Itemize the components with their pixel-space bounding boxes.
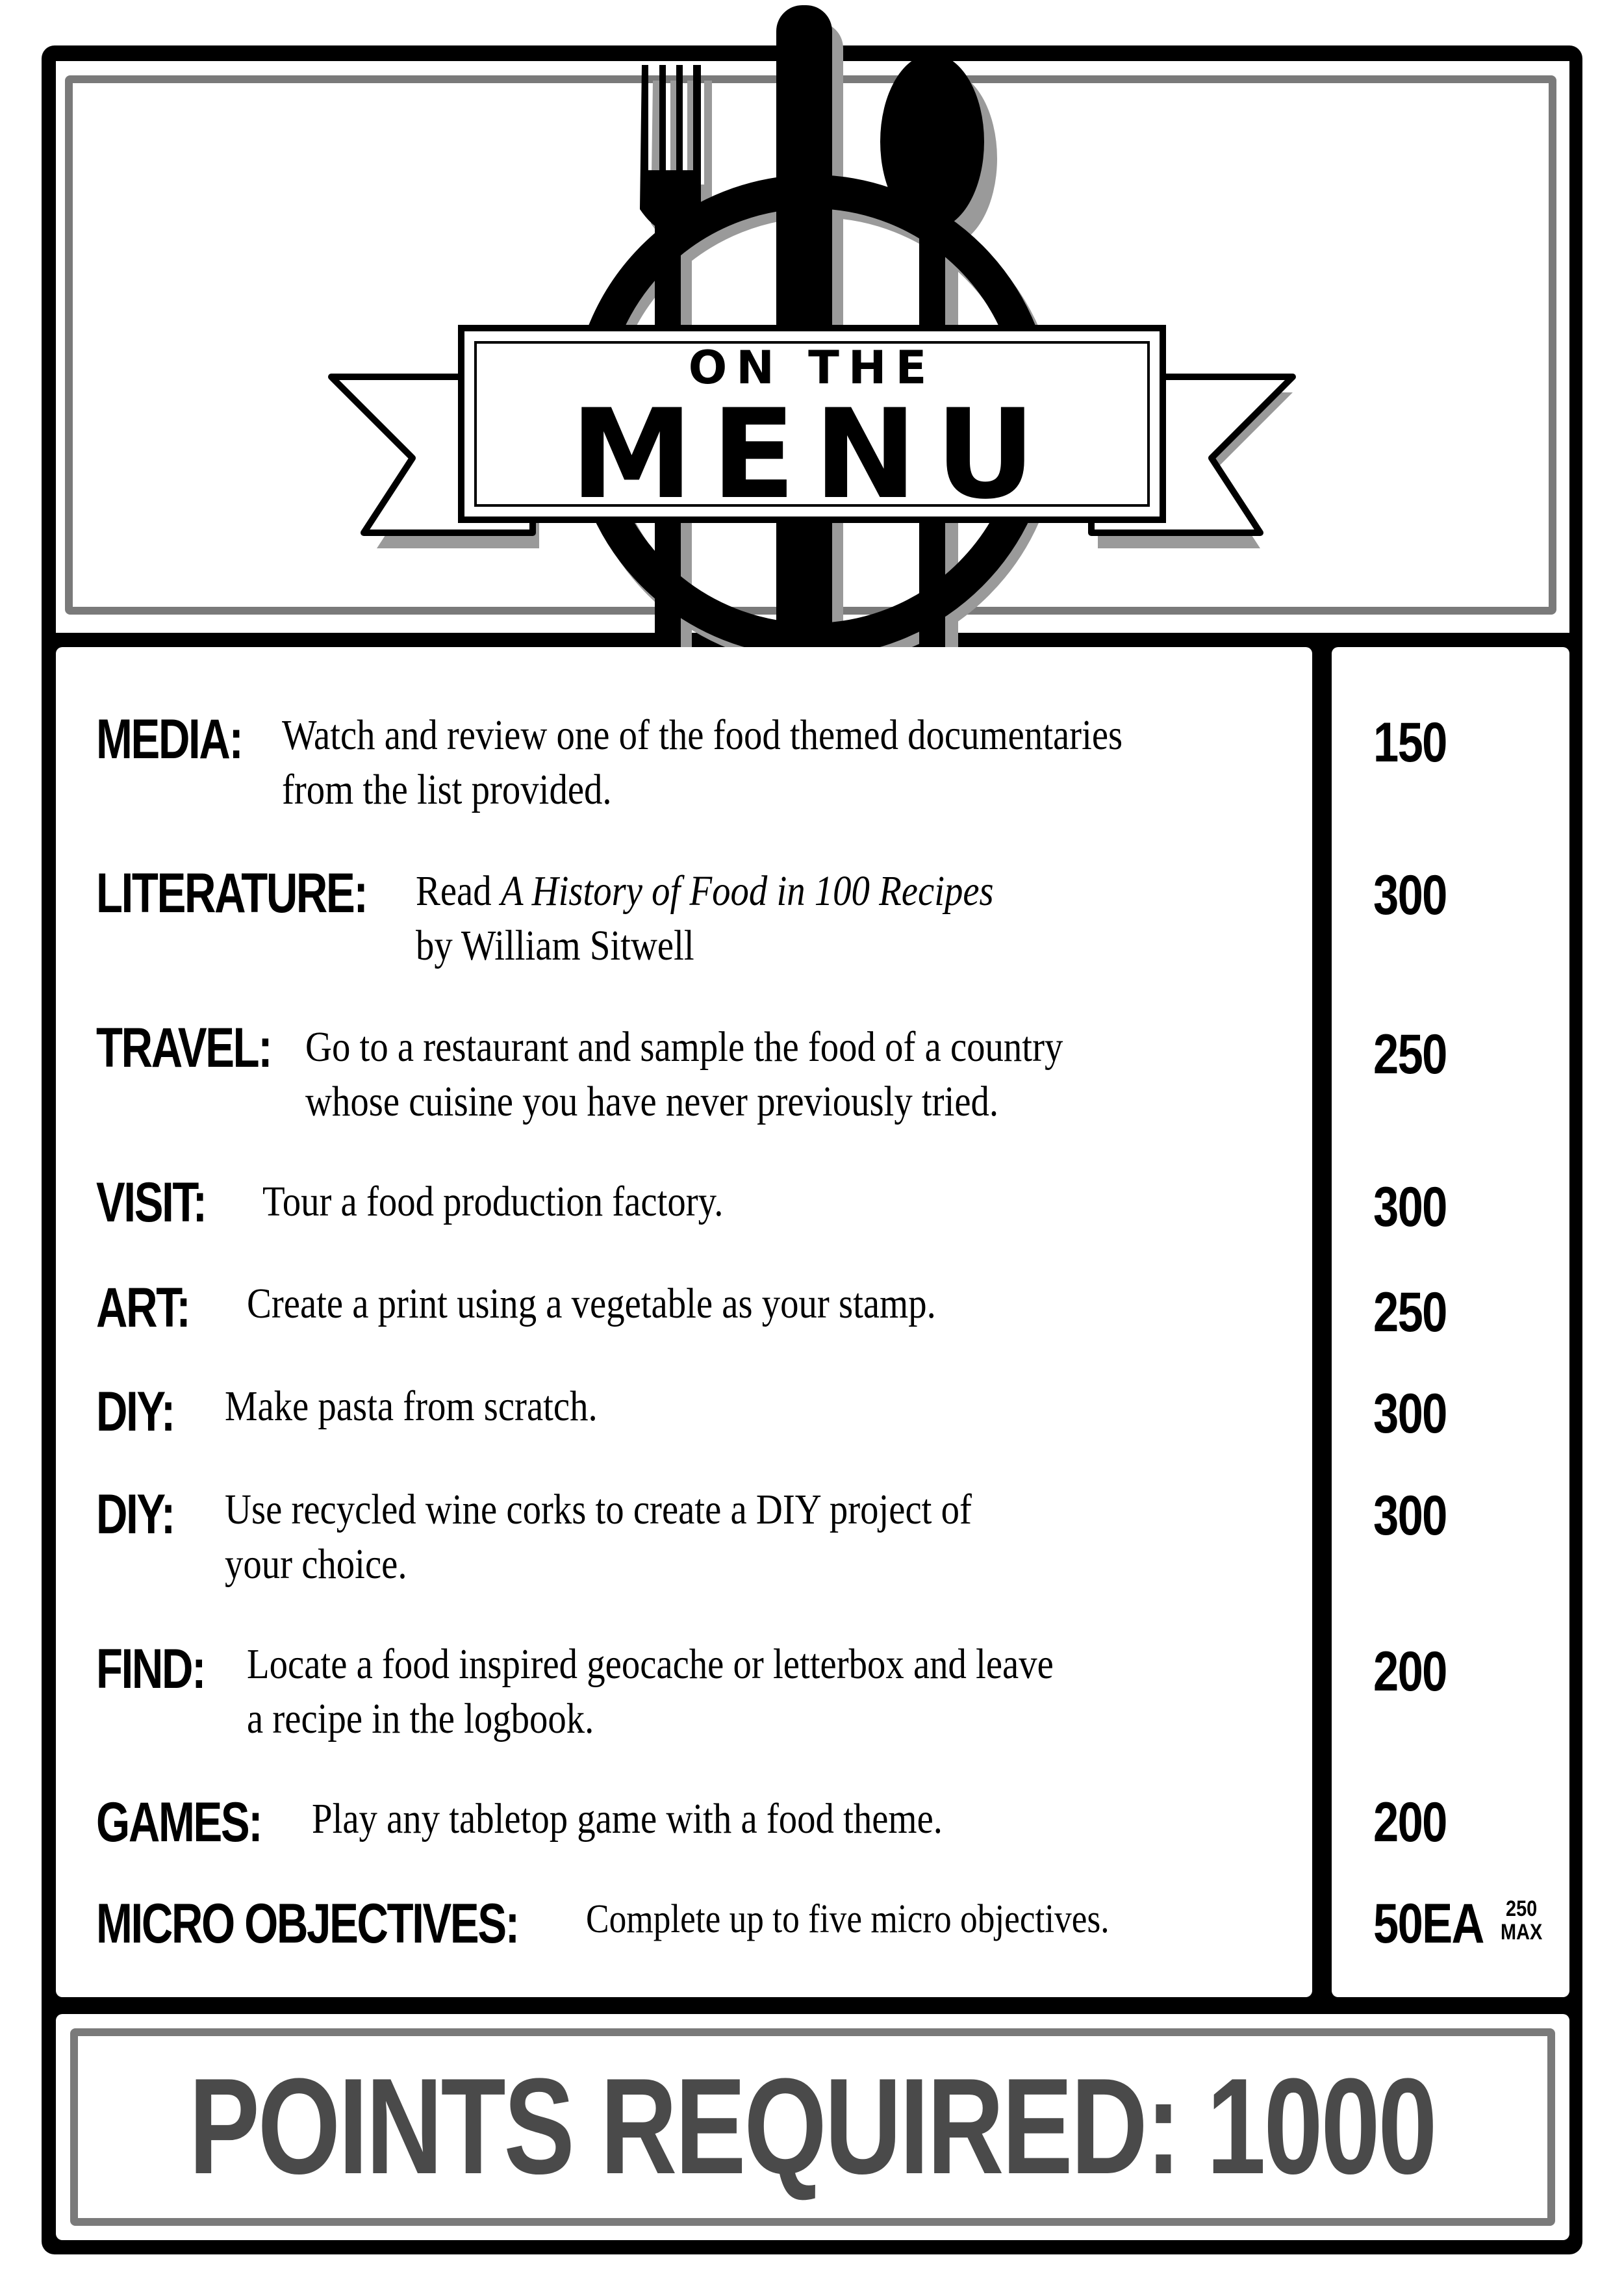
row-description [247, 1277, 936, 1331]
row-category: FIND: [96, 1638, 205, 1700]
row-description [262, 1175, 724, 1229]
row-points: 50EA [1373, 1893, 1484, 1955]
description-line: your choice. [225, 1540, 407, 1588]
row-points: 250 [1373, 1023, 1447, 1086]
row-points: 200 [1373, 1791, 1447, 1854]
description-line: Complete up to five micro objectives. [586, 1897, 1110, 1941]
row-category: MEDIA: [96, 708, 242, 771]
description-line: Create a print using a vegetable as your stamp. [247, 1280, 936, 1327]
points-max-badge [1501, 1897, 1542, 1944]
row-category: VISIT: [96, 1171, 206, 1234]
description-line: whose cuisine you have never previously tried. [305, 1078, 999, 1125]
description-line: Read [416, 867, 501, 915]
points-required-label: POINTS REQUIRED: 1000 [188, 2050, 1436, 2202]
description-line: from the list provided. [282, 766, 612, 813]
banner-large-text: MENU [570, 383, 1054, 526]
menu-logo [286, 0, 1338, 695]
row-description [586, 1892, 1110, 1946]
description-line: Locate a food inspired geocache or letterbox and leave [247, 1640, 1054, 1688]
points-max-value: 250 [1505, 1896, 1538, 1921]
row-category: TRAVEL: [96, 1017, 272, 1079]
banner-small-text: ON THE [688, 341, 936, 394]
row-points: 300 [1373, 1485, 1447, 1547]
row-description [416, 864, 994, 973]
description-line: Make pasta from scratch. [225, 1383, 598, 1430]
row-points: 300 [1373, 864, 1447, 926]
description-line: Watch and review one of the food themed documentaries [282, 711, 1123, 759]
row-category: LITERATURE: [96, 862, 367, 925]
description-line: Tour a food production factory. [262, 1178, 724, 1225]
row-category: DIY: [96, 1381, 174, 1443]
points-panel [1332, 647, 1569, 1997]
row-points: 200 [1373, 1640, 1447, 1703]
row-category: ART: [96, 1277, 190, 1339]
description-line: Use recycled wine corks to create a DIY project of [225, 1486, 972, 1533]
row-category: DIY: [96, 1483, 174, 1546]
points-required-text [0, 2050, 1624, 2202]
row-category: GAMES: [96, 1791, 262, 1854]
description-line: Play any tabletop game with a food theme. [312, 1795, 943, 1843]
row-points: 300 [1373, 1176, 1447, 1238]
row-description [312, 1792, 943, 1846]
description-line: by William Sitwell [416, 922, 694, 969]
row-category: MICRO OBJECTIVES: [96, 1893, 518, 1955]
row-description [225, 1483, 972, 1592]
row-description [225, 1379, 598, 1434]
row-points: 250 [1373, 1281, 1447, 1344]
points-max-label: MAX [1501, 1920, 1543, 1945]
row-points: 300 [1373, 1383, 1447, 1445]
row-description [305, 1020, 1063, 1129]
description-line: Go to a restaurant and sample the food of a country [305, 1023, 1063, 1071]
row-description [282, 708, 1123, 817]
description-line: a recipe in the logbook. [247, 1695, 594, 1742]
row-description [247, 1637, 1054, 1746]
book-title: A History of Food in 100 Recipes [500, 867, 994, 915]
row-points: 150 [1373, 711, 1447, 774]
